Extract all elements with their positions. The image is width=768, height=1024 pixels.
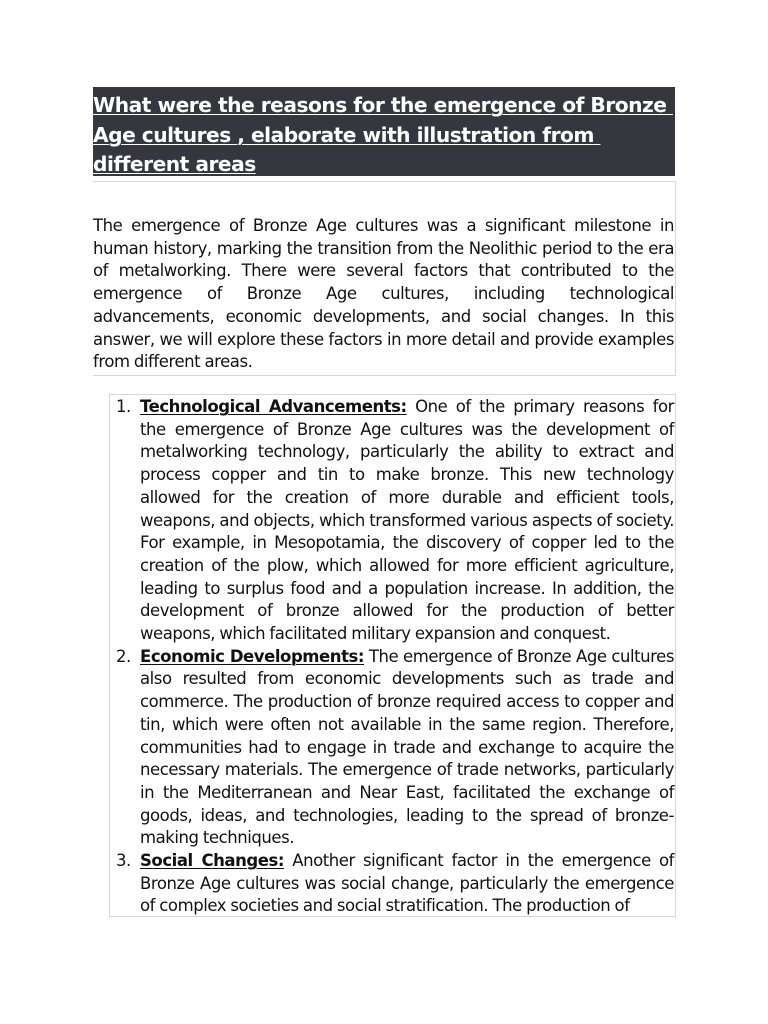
factors-list	[110, 396, 674, 917]
list-item-heading: Social Changes:	[140, 851, 285, 871]
list-item	[110, 850, 674, 917]
list-item-number: 3.	[116, 851, 131, 871]
list-item-number: 1.	[116, 397, 131, 416]
list-item-text: Another significant factor in the emergence of Bronze Age cultures was social change, particularly the emergence of complex societies and social stratification. The production of	[140, 851, 674, 916]
list-item	[110, 396, 674, 646]
intro-section	[93, 181, 676, 376]
list-item-heading: Economic Developments:	[140, 646, 365, 666]
title-banner	[93, 87, 675, 176]
list-item-text: The emergence of Bronze Age cultures also resulted from economic developments such as trade and commerce. The production of bronze required access to copper and tin, which were often not available in the same region. Therefore, communities had to engage in trade and exchange to acquire the necessary materials. The emergence of trade networks, particularly in the Mediterranean and Near East, facilitated the exchange of goods, ideas, and technologies, leading to the spread of bronze-making techniques.	[140, 646, 674, 848]
list-item	[110, 646, 674, 850]
factors-section	[109, 394, 676, 917]
intro-paragraph: The emergence of Bronze Age cultures was a significant milestone in human history, marking the transition from the Neolithic period to the era of metalworking. There were several factors that contributed to the emergence of Bronze Age cultures, including technological advancements, economic developments, and social changes. In this answer, we will explore these factors in more detail and provide examples from different areas.	[93, 216, 674, 372]
list-item-text: One of the primary reasons for the emergence of Bronze Age cultures was the development of metalworking technology, particularly the ability to extract and process copper and tin to make bronze. This new technology allowed for the creation of more durable and efficient tools, weapons, and objects, which transformed various aspects of society. For example, in Mesopotamia, the discovery of copper led to the creation of the plow, which allowed for more efficient agriculture, leading to surplus food and a population increase. In addition, the development of bronze allowed for the production of better weapons, which facilitated military expansion and conquest.	[140, 397, 674, 644]
list-item-heading: Technological Advancements:	[140, 397, 407, 416]
document-title: What were the reasons for the emergence of Bronze Age cultures , elaborate with illustration from different areas	[93, 93, 673, 176]
list-item-number: 2.	[116, 646, 131, 666]
